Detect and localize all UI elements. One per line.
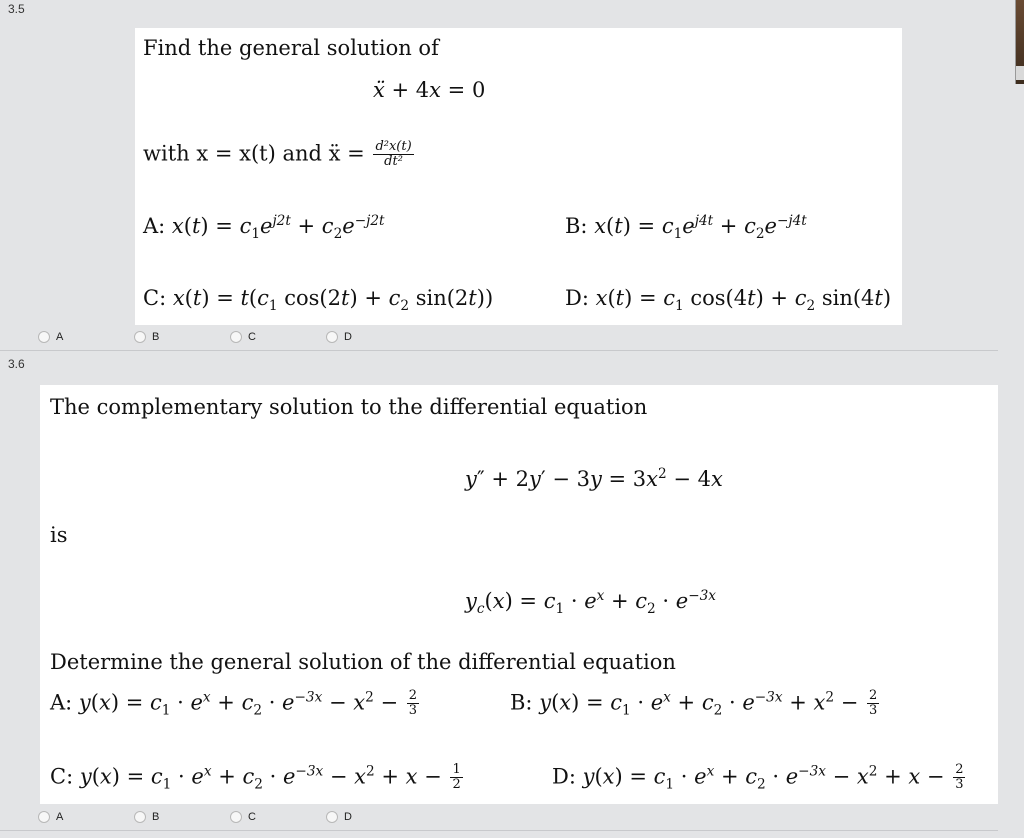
- option-a-formula: A: $y(x) = c_1 \cdot e^x + c_2 \cdot e^{-3x} - x^2$ − $\frac{2}{3}$: [50, 688, 418, 719]
- question-panel-3-5: [135, 28, 902, 325]
- choice-label: A: [56, 811, 64, 823]
- choice-b[interactable]: [134, 811, 159, 823]
- question-definition: [143, 140, 416, 170]
- choice-label: D: [344, 811, 352, 823]
- option-c-formula: C: $x(t) = t(c_1$ $\cos(2t) + c_2$ sin(2t)): [143, 286, 494, 315]
- option-c-formula: C: $y(x) = c_1 \cdot e^x + c_2 \cdot e^{-3x} - x^2 + x$ − $\frac{1}{2}$: [50, 762, 461, 793]
- option-a-formula: A: $x(t) = c_1e^{j2t} + c_2e^{-j2t}$: [143, 213, 385, 243]
- choice-label: D: [344, 331, 352, 343]
- scrollbar-tip: [1016, 66, 1024, 80]
- radio-a[interactable]: [38, 811, 50, 823]
- determine-text: Determine the general solution of the differential equation: [50, 650, 676, 674]
- question-number: 3.6: [8, 357, 25, 371]
- question-number: 3.5: [8, 2, 25, 16]
- choice-d[interactable]: [326, 811, 352, 823]
- second-derivative-fraction: [373, 140, 413, 170]
- choice-label: A: [56, 331, 64, 343]
- question-divider: [0, 350, 998, 351]
- radio-b[interactable]: [134, 811, 146, 823]
- choice-d[interactable]: [326, 331, 352, 343]
- radio-d[interactable]: [326, 331, 338, 343]
- complementary-solution: $y_c(x) = c_1 \cdot e^x + c_2 \cdot e^{-3x}$: [465, 588, 717, 618]
- is-text: is: [50, 523, 68, 547]
- question-equation: $y'' + 2y' - 3y = 3x^2 - 4x$: [465, 466, 723, 491]
- option-b-formula: B: $y(x) = c_1 \cdot e^x + c_2 \cdot e^{-3x} + x^2$ − $\frac{2}{3}$: [510, 688, 878, 719]
- choice-a[interactable]: [38, 331, 63, 343]
- choice-label: C: [248, 331, 256, 343]
- radio-b[interactable]: [134, 331, 146, 343]
- choice-b[interactable]: [134, 331, 159, 343]
- choice-c[interactable]: [230, 811, 256, 823]
- radio-c[interactable]: [230, 331, 242, 343]
- answer-choices-3-6: [0, 806, 998, 830]
- choice-label: C: [248, 811, 256, 823]
- radio-c[interactable]: [230, 811, 242, 823]
- fraction-numerator: d²x(t): [375, 139, 412, 154]
- choice-c[interactable]: [230, 331, 256, 343]
- option-b-formula: B: $x(t) = c_1e^{j4t} + c_2e^{-j4t}$: [565, 213, 807, 243]
- definition-text: with x = x(t) and ẍ =: [143, 141, 365, 166]
- question-prompt: The complementary solution to the differential equation: [50, 395, 648, 419]
- option-d-formula: D: $x(t) = c_1$ $\cos(4t) + c_2$ sin(4t): [565, 286, 892, 315]
- choice-label: B: [152, 811, 160, 823]
- choice-label: B: [152, 331, 160, 343]
- question-panel-3-6: [40, 385, 998, 804]
- answer-choices-3-5: [0, 326, 998, 350]
- radio-d[interactable]: [326, 811, 338, 823]
- question-prompt: Find the general solution of: [143, 36, 439, 60]
- fraction-denominator: dt²: [384, 154, 403, 170]
- choice-a[interactable]: [38, 811, 63, 823]
- question-equation: ẍ + 4x = 0: [373, 78, 486, 102]
- option-d-formula: D: $y(x) = c_1 \cdot e^x + c_2 \cdot e^{-3x} - x^2 + x$ − $\frac{2}{3}$: [552, 762, 964, 793]
- radio-a[interactable]: [38, 331, 50, 343]
- question-divider: [0, 830, 998, 831]
